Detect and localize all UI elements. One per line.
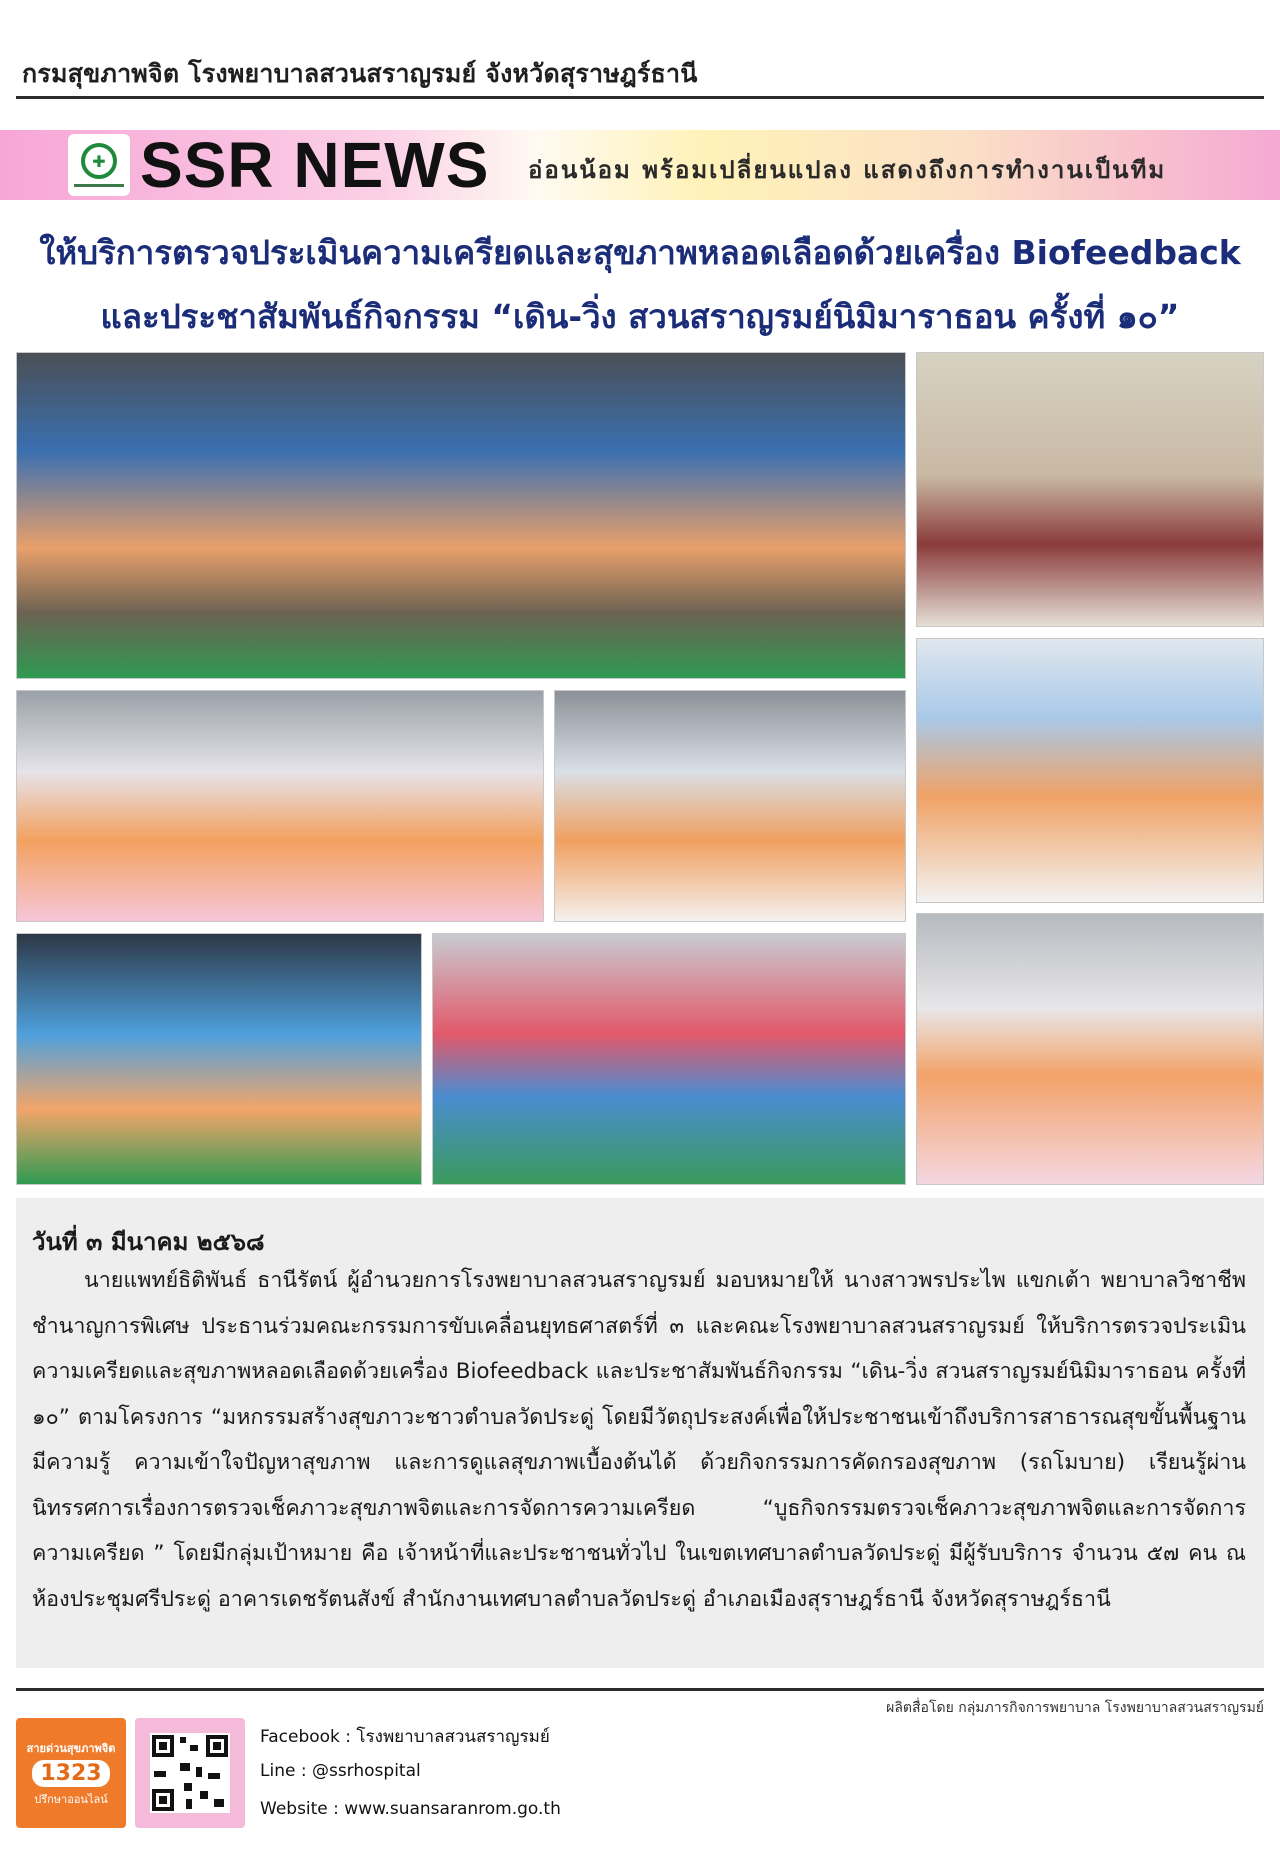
header-divider [16,96,1264,99]
footer-divider [16,1688,1264,1691]
facebook-contact[interactable]: Facebook : โรงพยาบาลสวนสราญรมย์ [260,1727,550,1747]
photo-service-booth [16,690,544,922]
hotline-label: สายด่วนสุขภาพจิต [26,1741,116,1755]
headline-line-2: และประชาสัมพันธ์กิจกรรม “เดิน-วิ่ง สวนสราญรมย์นิมิมาราธอน ครั้งที่ ๑๐” [100,297,1180,336]
banner-tagline: อ่อนน้อม พร้อมเปลี่ยนแปลง แสดงถึงการทำงานเป็นทีม [528,156,1167,184]
producer-credit: ผลิตสื่อโดย กลุ่มภารกิจการพยาบาล โรงพยาบาลสวนสราญรมย์ [886,1700,1264,1716]
hospital-seal-icon: ✚ [81,143,117,179]
hotline-sub: ปรึกษาออนไลน์ [34,1792,108,1806]
brand-title: SSR NEWS [140,129,490,201]
article-body [32,1258,1246,1622]
qr-code-icon [150,1733,230,1813]
headline-line-1: ให้บริการตรวจประเมินความเครียดและสุขภาพหลอดเลือดด้วยเครื่อง Biofeedback [39,233,1241,272]
photo-consultation-desk [916,638,1264,903]
website-link[interactable]: Website : www.suansaranrom.go.th [260,1799,561,1819]
line-contact[interactable]: Line : @ssrhospital [260,1761,421,1781]
hospital-logo [68,134,130,196]
logo-caption-line [74,184,124,187]
photo-group-screen [16,933,422,1185]
organization-header: กรมสุขภาพจิต โรงพยาบาลสวนสราญรมย์ จังหวัดสุราษฎร์ธานี [22,59,698,88]
photo-biofeedback-chair [916,352,1264,627]
photo-marathon-booth [432,933,906,1185]
hotline-badge [16,1718,126,1828]
photo-assessment-session [916,913,1264,1185]
hotline-number: 1323 [32,1760,109,1787]
photo-group-stage [16,352,906,679]
photo-screening-table [554,690,906,922]
article-date: วันที่ ๓ มีนาคม ๒๕๖๘ [32,1228,265,1256]
article-body-text: นายแพทย์ธิติพันธ์ ธานีรัตน์ ผู้อำนวยการโรงพยาบาลสวนสราญรมย์ มอบหมายให้ นางสาวพรประไพ แขกเต้า พยาบาลวิชาชีพชำนาญการพิเศษ ประธานร่วมคณะกรรมการขับเคลื่อนยุทธศาสตร์ที่ ๓ และคณะโรงพยาบาลสวนสราญรมย์ ให้บริการตรวจประเมินความเครียดและสุขภาพหลอดเลือดด้วยเครื่อง Biofeedback และประชาสัมพันธ์กิจกรรม “เดิน-วิ่ง สวนสราญรมย์นิมิมาราธอน ครั้งที่ ๑๐” ตามโครงการ “มหกรรมสร้างสุขภาวะชาวตำบลวัดประดู่ โดยมีวัตถุประสงค์เพื่อให้ประชาชนเข้าถึงบริการสาธารณสุขขั้นพื้นฐาน มีความรู้ ความเข้าใจปัญหาสุขภาพ และการดูแลสุขภาพเบื้องต้นได้ ด้วยกิจกรรมการคัดกรองสุขภาพ (รถโมบาย) เรียนรู้ผ่านนิทรรศการเรื่องการตรวจเช็คภาวะสุขภาพจิตและการจัดการความเครียด “บูธกิจกรรมตรวจเช็คภาวะสุขภาพจิตและการจัดการความเครียด ” โดยมีกลุ่มเป้าหมาย คือ เจ้าหน้าที่และประชาชนทั่วไป ในเขตเทศบาลตำบลวัดประดู่ มีผู้รับบริการ จำนวน ๕๗ คน ณ ห้องประชุมศรีประดู่ อาคารเดชรัตนสังข์ สำนักงานเทศบาลตำบลวัดประดู่ อำเภอเมืองสุราษฎร์ธานี จังหวัดสุราษฎร์ธานี [32,1268,1246,1612]
qr-code-frame [135,1718,245,1828]
